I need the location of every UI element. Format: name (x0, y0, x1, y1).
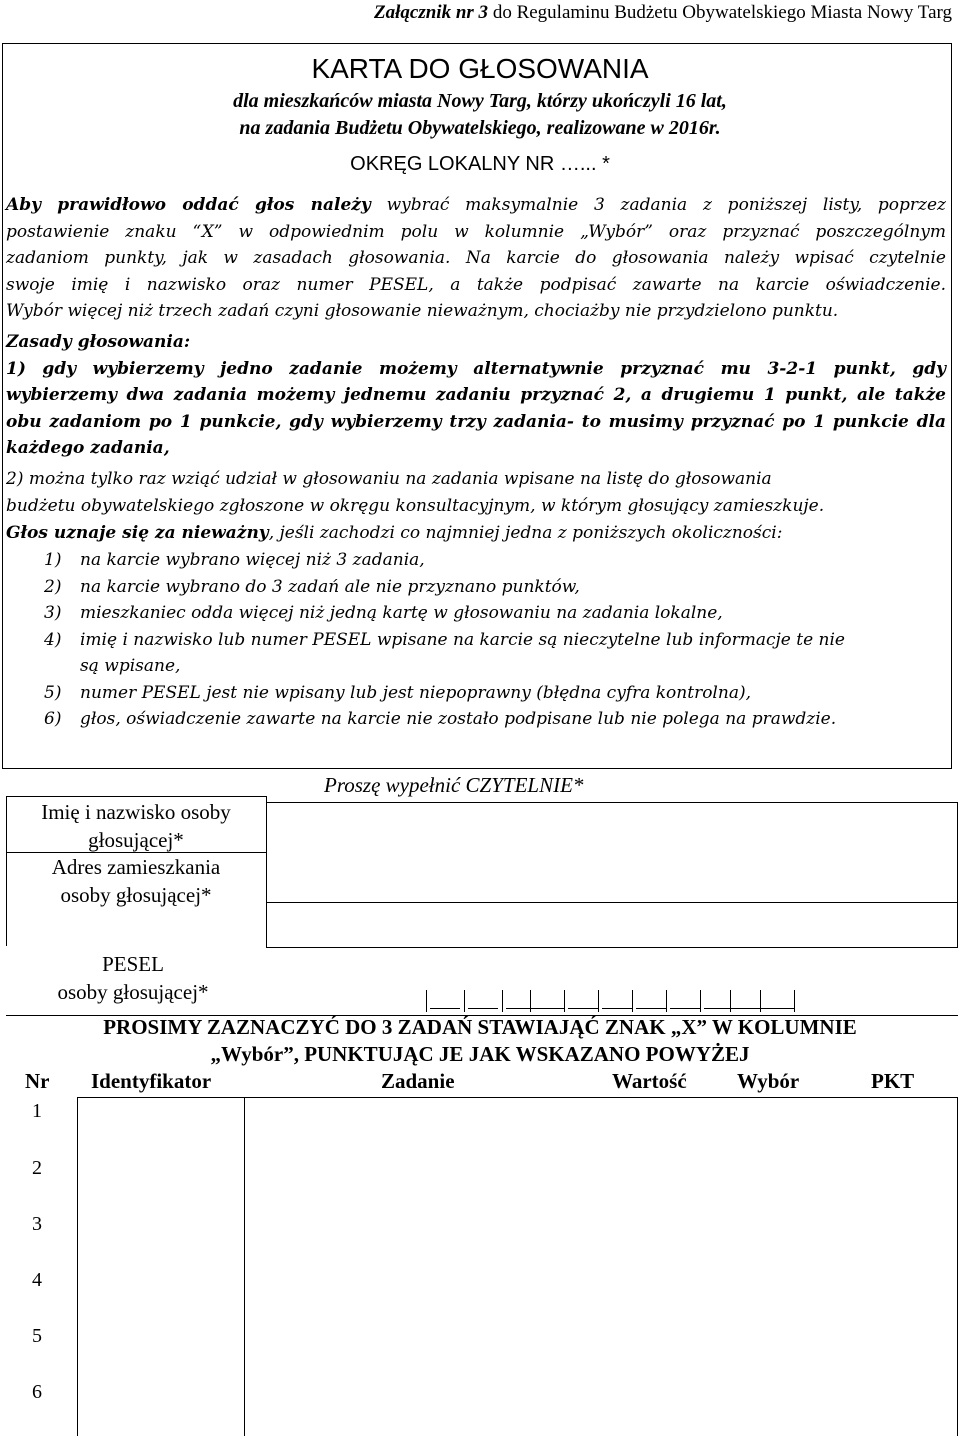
condition-number: 4) (44, 629, 62, 650)
intro-paragraph (6, 192, 946, 325)
col-header-identifier: Identyfikator (91, 1069, 212, 1093)
table-line (77, 1097, 958, 1098)
col-header-nr: Nr (25, 1069, 50, 1093)
invalid-bold: Głos uznaje się za nieważny (6, 523, 269, 543)
col-header-pkt: PKT (871, 1069, 915, 1093)
ballot-title: KARTA DO GŁOSOWANIA (311, 53, 649, 84)
condition-item (44, 547, 944, 574)
condition-number: 5) (44, 682, 62, 703)
rule-1-line-1: 1) gdy wybierzemy jedno zadanie możemy alternatywnie przyznać mu 3-2-1 punkt, gdy (6, 358, 946, 379)
table-line (244, 1097, 245, 1436)
col-header-value: Wartość (612, 1069, 687, 1093)
rule-1-line-4: każdego zadania, (6, 438, 170, 458)
intro-line-4: swoje imię i nazwisko oraz numer PESEL, a także podpisać zawarte na karcie oświadczenie. (6, 274, 946, 295)
attachment-note (374, 2, 952, 24)
col-header-task: Zadanie (381, 1069, 455, 1093)
table-line (957, 1097, 958, 1436)
condition-text: mieszkaniec odda więcej niż jedną kartę w głosowaniu na zadania lokalne, (80, 603, 723, 623)
please-fill-legibly: Proszę wypełnić CZYTELNIE* (324, 773, 584, 797)
condition-text: na karcie wybrano do 3 zadań ale nie przyznano punktów, (80, 576, 580, 597)
name-label-line-2: głosującej* (88, 828, 184, 852)
row-number: 4 (32, 1269, 42, 1291)
intro-bold: Aby prawidłowo oddać głos należy (6, 195, 371, 215)
condition-text: są wpisane, (80, 656, 181, 676)
form-line (266, 902, 958, 903)
condition-item (44, 706, 944, 733)
rule-1-line-3: obu zadaniom po 1 punkcie, gdy wybierzemy trzy zadania- to musimy przyznać po 1 punkcie dla (6, 411, 946, 432)
row-number: 6 (32, 1381, 42, 1403)
condition-text: numer PESEL jest nie wpisany lub jest niepoprawny (błędna cyfra kontrolna), (80, 682, 751, 703)
subtitle-line-1: dla mieszkańców miasta Nowy Targ, którzy ukończyli 16 lat, (233, 90, 727, 112)
condition-item (44, 574, 944, 601)
col-header-choice: Wybór (737, 1069, 800, 1093)
condition-number: 6) (44, 709, 62, 729)
address-label-line-1: Adres zamieszkania (51, 855, 221, 879)
condition-item (44, 653, 944, 680)
condition-number: 2) (44, 576, 62, 597)
condition-item (44, 680, 944, 707)
form-line (266, 947, 958, 948)
condition-text: głos, oświadczenie zawarte na karcie nie zostało podpisane lub nie polega na prawdzie. (80, 709, 837, 729)
intro-line-3: zadaniom punkty, jak w zasadach głosowania. Na karcie do głosowania należy wpisać czytelnie (6, 248, 946, 268)
instruction-line-2: „Wybór”, PUNKTUJĄC JE JAK WSKAZANO POWYŻEJ (210, 1042, 750, 1066)
attachment-number: Załącznik nr 3 (374, 2, 489, 23)
address-field[interactable] (268, 904, 956, 946)
rule-1-line-2: wybierzemy dwa zadania możemy jednemu zadaniu przyznać 2, a drugiemu 1 punkt, ale także (6, 385, 946, 405)
form-line (6, 796, 266, 797)
pesel-label (0, 950, 266, 1006)
intro-line-2: postawienie znaku “X” w odpowiednim polu w kolumnie „Wybór” oraz przyznać poszczególnym (6, 221, 946, 242)
condition-item (44, 600, 944, 627)
invalid-vote-heading (6, 520, 946, 547)
row-number: 1 (32, 1100, 42, 1122)
table-line (77, 1097, 78, 1436)
condition-text: imię i nazwisko lub numer PESEL wpisane na karcie są nieczytelne lub informacje te nie (80, 629, 845, 650)
rule-2-line-1: 2) można tylko raz wziąć udział w głosowaniu na zadania wpisane na listę do głosowania (6, 469, 772, 489)
address-label (6, 853, 266, 909)
name-field[interactable] (268, 804, 956, 900)
instruction-line-1: PROSIMY ZAZNACZYĆ DO 3 ZADAŃ STAWIAJĄĆ ZNAK „X” W KOLUMNIE (103, 1015, 857, 1039)
row-number: 2 (32, 1157, 42, 1179)
name-label (6, 798, 266, 854)
invalid-conditions-list (44, 547, 944, 733)
subtitle-line-2: na zadania Budżetu Obywatelskiego, realizowane w 2016r. (239, 117, 721, 139)
form-line (266, 796, 267, 948)
condition-item (44, 627, 944, 654)
pesel-label-line-2: osoby głosującej* (57, 980, 209, 1004)
district-number: OKRĘG LOKALNY NR …... * (350, 153, 610, 175)
voting-rules (6, 329, 946, 462)
condition-number: 3) (44, 603, 62, 623)
intro-line-5: Wybór więcej niż trzech zadań czyni głosowanie nieważnym, chociażby nie przydzielono punktu. (6, 301, 839, 321)
rule-2-line-2: budżetu obywatelskiego zgłoszone w okręgu konsultacyjnym, w którym głosujący zamieszkuje. (6, 495, 825, 516)
row-number: 5 (32, 1325, 42, 1347)
address-label-line-2: osoby głosującej* (60, 883, 212, 907)
rule-2 (6, 466, 946, 519)
row-number: 3 (32, 1213, 42, 1235)
form-line (957, 802, 958, 948)
name-label-line-1: Imię i nazwisko osoby (41, 800, 231, 824)
condition-text: na karcie wybrano więcej niż 3 zadania, (80, 550, 425, 570)
condition-number: 1) (44, 550, 62, 570)
invalid-rest: , jeśli zachodzi co najmniej jedna z poniższych okoliczności: (268, 523, 783, 543)
pesel-label-line-1: PESEL (102, 952, 164, 976)
intro-line-1: wybrać maksymalnie 3 zadania z poniższej listy, poprzez (370, 195, 946, 215)
rules-heading: Zasady głosowania: (6, 332, 191, 352)
form-line (266, 802, 958, 803)
attachment-text: do Regulaminu Budżetu Obywatelskiego Miasta Nowy Targ (488, 2, 952, 23)
